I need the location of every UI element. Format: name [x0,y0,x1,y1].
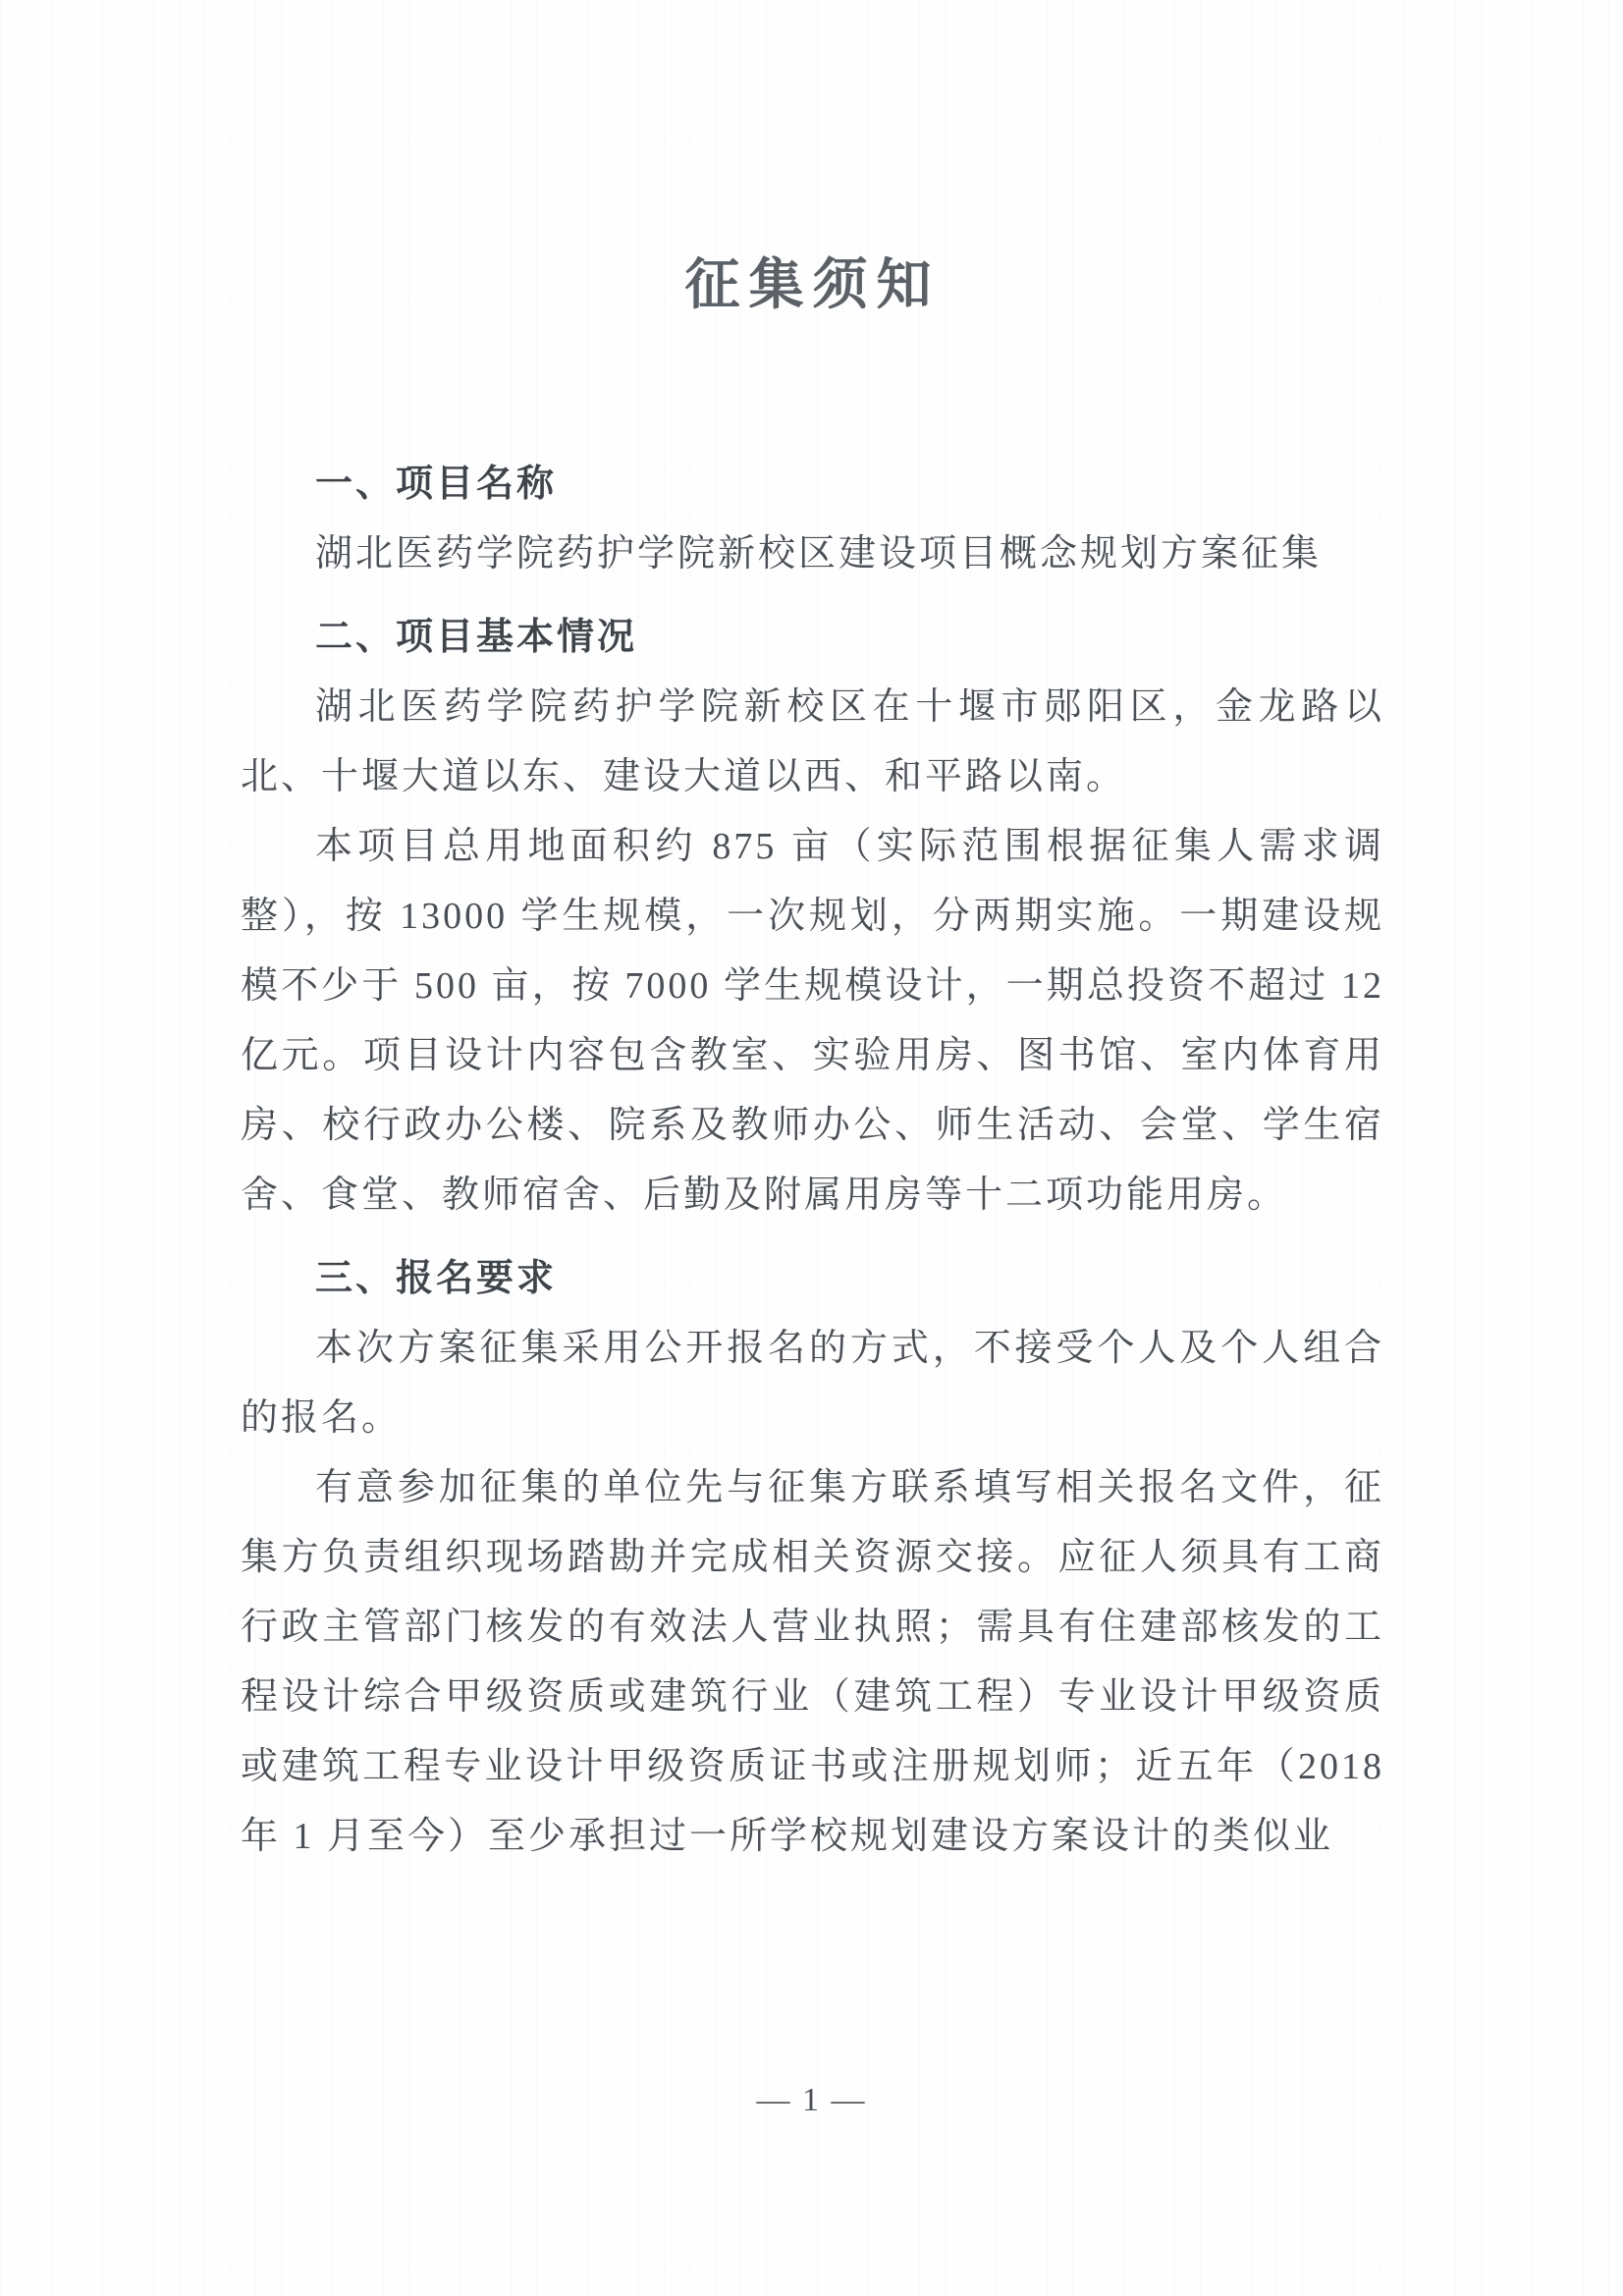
paragraph: 本项目总用地面积约 875 亩（实际范围根据征集人需求调整），按 13000 学生规模，一次规划，分两期实施。一期建设规模不少于 500 亩，按 7000 学生规模设计，一期总投资不超过 12 亿元。项目设计内容包含教室、实验用房、图书馆、室内体育用房、校行政办公楼、院系及教师办公、师生活动、会堂、学生宿舍、食堂、教师宿舍、后勤及附属用房等十二项功能用房。 [241,826,1384,1217]
page-title: 征集须知 [684,255,941,316]
section-heading: 二、项目基本情况 [315,617,638,659]
paragraph: 有意参加征集的单位先与征集方联系填写相关报名文件，征集方负责组织现场踏勘并完成相关资源交接。应征人须具有工商行政主管部门核发的有效法人营业执照；需具有住建部核发的工程设计综合甲级资质或建筑行业（建筑工程）专业设计甲级资质或建筑工程专业设计甲级资质证书或注册规划师；近五年（2018 年 1 月至今）至少承担过一所学校规划建设方案设计的类似业 [241,1467,1384,1858]
page-number: — 1 — [756,2082,867,2118]
section-project-overview [241,603,1384,1230]
section-heading: 一、项目名称 [315,464,558,506]
paragraph: 湖北医药学院药护学院新校区建设项目概念规划方案征集 [315,533,1323,575]
paragraph: 本次方案征集采用公开报名的方式，不接受个人及个人组合的报名。 [241,1328,1384,1440]
section-project-name [241,450,1384,589]
section-registration-requirements [241,1244,1384,1872]
paragraph: 湖北医药学院药护学院新校区在十堰市郧阳区，金龙路以北、十堰大道以东、建设大道以西、和平路以南。 [241,686,1384,798]
section-heading: 三、报名要求 [315,1258,558,1300]
